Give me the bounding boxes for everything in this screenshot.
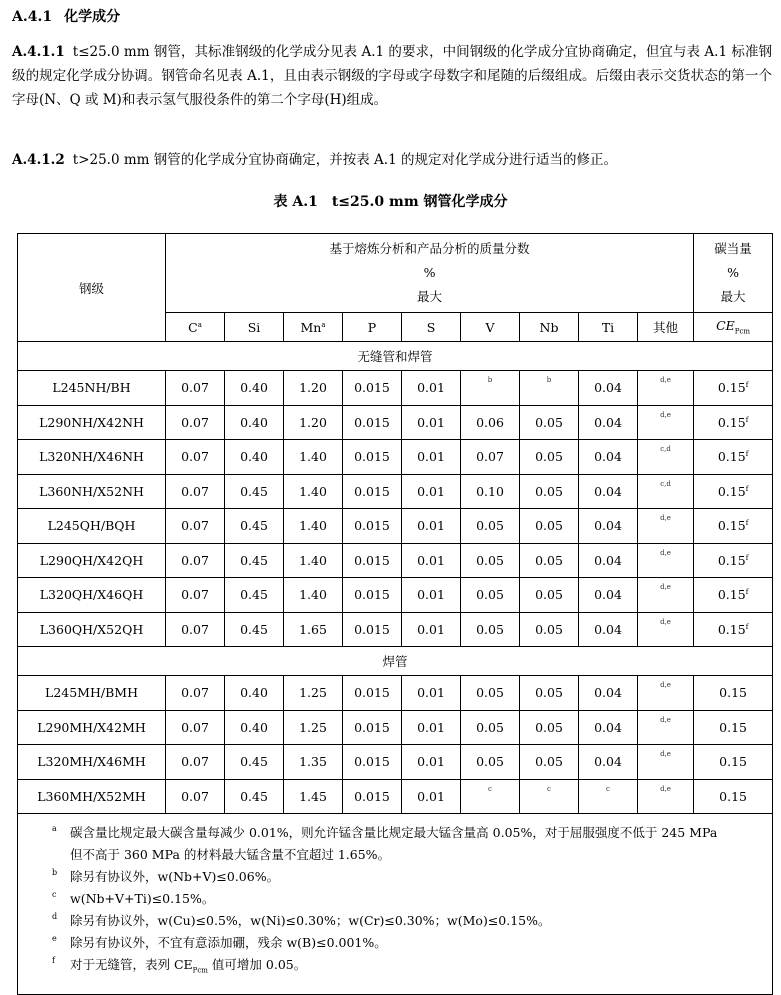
value-cell-ti: 0.04 [579, 543, 638, 578]
value-cell-mn: 1.40 [284, 509, 343, 544]
value-cell-nb: 0.05 [520, 474, 579, 509]
value-cell-nb: 0.05 [520, 440, 579, 475]
footnote-text: w(Nb+V+Ti)≤0.15%。 [70, 891, 215, 906]
footnote-marker: a [197, 320, 202, 329]
table-row [18, 612, 773, 647]
value-cell-ti: 0.04 [579, 745, 638, 780]
value-cell-ti: 0.04 [579, 371, 638, 406]
column-header: V [461, 313, 520, 342]
value-cell-mn: 1.40 [284, 578, 343, 613]
value-cell-c: 0.07 [166, 440, 225, 475]
grade-cell: L360MH/X52MH [18, 779, 166, 814]
value-cell-v: 0.10 [461, 474, 520, 509]
value-cell-p: 0.015 [343, 578, 402, 613]
other-cell: d,e [638, 371, 694, 406]
value-cell-mn: 1.20 [284, 371, 343, 406]
footnote-marker: f [745, 622, 749, 631]
value-cell-s: 0.01 [402, 612, 461, 647]
value-cell-mn: 1.45 [284, 779, 343, 814]
footnote-marker: f [745, 519, 749, 528]
other-cell: d,e [638, 509, 694, 544]
footnote [52, 954, 772, 982]
grade-cell: L360NH/X52NH [18, 474, 166, 509]
value-cell-si: 0.45 [225, 578, 284, 613]
value-cell-v: 0.05 [461, 612, 520, 647]
footnote-marker: d [52, 912, 58, 921]
value-cell-mn: 1.40 [284, 440, 343, 475]
value-cell-p: 0.015 [343, 543, 402, 578]
table-row [18, 745, 773, 780]
value-cell-ti: 0.04 [579, 405, 638, 440]
table-row [18, 509, 773, 544]
ce-cell: 0.15$^f$ [694, 543, 773, 578]
value-cell-ti: c [579, 779, 638, 814]
footnote-marker: f [745, 553, 749, 562]
ce-cell: 0.15$^f$ [694, 371, 773, 406]
value-cell-v: 0.06 [461, 405, 520, 440]
table-row [18, 578, 773, 613]
footnote-marker: f [745, 450, 749, 459]
other-cell: d,e [638, 612, 694, 647]
value-cell-ti: 0.04 [579, 440, 638, 475]
other-cell: c,d [638, 474, 694, 509]
value-cell-ti: 0.04 [579, 612, 638, 647]
value-cell-s: 0.01 [402, 676, 461, 711]
value-cell-s: 0.01 [402, 543, 461, 578]
footnote-marker: f [52, 956, 55, 965]
footnote-text-tail: 值可增加 0.05。 [207, 957, 307, 972]
footnote-marker: e [52, 934, 57, 943]
grade-cell: L360QH/X52QH [18, 612, 166, 647]
section-label: 无缝管和焊管 [18, 342, 773, 371]
footnote-text: 对于无缝管，表列 CE [70, 957, 193, 972]
footnote-marker: a [52, 824, 57, 833]
ce-cell: 0.15$^f$ [694, 405, 773, 440]
value-cell-si: 0.45 [225, 745, 284, 780]
header-grade: 钢级 [18, 234, 166, 342]
ce-cell: 0.15$^f$ [694, 474, 773, 509]
value-cell-mn: 1.35 [284, 745, 343, 780]
table-row [18, 474, 773, 509]
value-cell-si: 0.40 [225, 710, 284, 745]
value-cell-s: 0.01 [402, 710, 461, 745]
section-band-row [18, 342, 773, 371]
column-header: Nb [520, 313, 579, 342]
table-row [18, 440, 773, 475]
value-cell-nb: 0.05 [520, 543, 579, 578]
other-cell: c,d [638, 440, 694, 475]
table-row [18, 405, 773, 440]
value-cell-p: 0.015 [343, 676, 402, 711]
header-carbon-equivalent [694, 234, 773, 313]
grade-cell: L320MH/X46MH [18, 745, 166, 780]
footnote-marker: f [745, 415, 749, 424]
notes-row [18, 814, 773, 995]
ce-subscript: Pcm [734, 327, 751, 336]
value-cell-s: 0.01 [402, 578, 461, 613]
grade-cell: L320QH/X46QH [18, 578, 166, 613]
value-cell-v: 0.05 [461, 676, 520, 711]
ce-cell: 0.15 [694, 710, 773, 745]
value-cell-si: 0.45 [225, 543, 284, 578]
value-cell-s: 0.01 [402, 509, 461, 544]
other-cell: d,e [638, 710, 694, 745]
value-cell-c: 0.07 [166, 779, 225, 814]
header-line: 最大 [417, 289, 443, 304]
table-row [18, 543, 773, 578]
other-cell: d,e [638, 745, 694, 780]
value-cell-nb: c [520, 779, 579, 814]
grade-cell: L290NH/X42NH [18, 405, 166, 440]
footnote-text: 碳含量比规定最大碳含量每减少 0.01%，则允许锰含量比规定最大锰含量高 0.05%，对于屈服强度不低于 245 MPa [70, 825, 718, 840]
footnote [52, 888, 772, 910]
grade-cell: L290MH/X42MH [18, 710, 166, 745]
column-header: 其他 [638, 313, 694, 342]
footnote [52, 866, 772, 888]
value-cell-p: 0.015 [343, 440, 402, 475]
value-cell-v: 0.05 [461, 543, 520, 578]
footnote-marker: a [321, 320, 326, 329]
value-cell-c: 0.07 [166, 745, 225, 780]
ce-symbol: CE [716, 318, 735, 334]
table-row [18, 371, 773, 406]
value-cell-c: 0.07 [166, 676, 225, 711]
value-cell-mn: 1.40 [284, 543, 343, 578]
footnote [52, 910, 772, 932]
value-cell-si: 0.40 [225, 405, 284, 440]
grade-cell: L245MH/BMH [18, 676, 166, 711]
value-cell-s: 0.01 [402, 745, 461, 780]
value-cell-si: 0.40 [225, 371, 284, 406]
value-cell-v: 0.05 [461, 578, 520, 613]
column-header: S [402, 313, 461, 342]
header-line: 基于熔炼分析和产品分析的质量分数 [329, 241, 530, 256]
value-cell-ti: 0.04 [579, 509, 638, 544]
paragraph-a412 [12, 148, 772, 172]
footnote-marker: c [52, 890, 57, 899]
column-header: Ti [579, 313, 638, 342]
notes-cell [18, 814, 773, 995]
ce-cell: 0.15 [694, 676, 773, 711]
value-cell-p: 0.015 [343, 779, 402, 814]
value-cell-c: 0.07 [166, 710, 225, 745]
value-cell-s: 0.01 [402, 474, 461, 509]
footnote-marker: b [52, 868, 58, 877]
value-cell-nb: 0.05 [520, 578, 579, 613]
column-header: Mn$^a$ [284, 313, 343, 342]
value-cell-c: 0.07 [166, 509, 225, 544]
paragraph-text: t>25.0 mm 钢管的化学成分宜协商确定，并按表 A.1 的规定对化学成分进行适当的修正。 [72, 152, 617, 168]
value-cell-s: 0.01 [402, 779, 461, 814]
value-cell-p: 0.015 [343, 371, 402, 406]
table-row [18, 676, 773, 711]
value-cell-c: 0.07 [166, 578, 225, 613]
ce-cell: 0.15 [694, 745, 773, 780]
value-cell-p: 0.015 [343, 612, 402, 647]
value-cell-mn: 1.20 [284, 405, 343, 440]
column-header [694, 313, 773, 342]
footnote [52, 932, 772, 954]
value-cell-si: 0.45 [225, 612, 284, 647]
value-cell-si: 0.40 [225, 676, 284, 711]
value-cell-p: 0.015 [343, 710, 402, 745]
grade-cell: L245NH/BH [18, 371, 166, 406]
table-row [18, 779, 773, 814]
value-cell-nb: b [520, 371, 579, 406]
value-cell-ti: 0.04 [579, 710, 638, 745]
chemical-composition-table [17, 233, 773, 995]
value-cell-si: 0.45 [225, 509, 284, 544]
column-header: P [343, 313, 402, 342]
footnote-text: 除另有协议外，不宜有意添加硼，残余 w(B)≤0.001%。 [70, 935, 387, 950]
value-cell-si: 0.45 [225, 474, 284, 509]
value-cell-p: 0.015 [343, 405, 402, 440]
table-title: 表 A.1 t≤25.0 mm 钢管化学成分 [273, 194, 508, 210]
value-cell-p: 0.015 [343, 745, 402, 780]
grade-cell: L320NH/X46NH [18, 440, 166, 475]
value-cell-c: 0.07 [166, 371, 225, 406]
value-cell-si: 0.45 [225, 779, 284, 814]
table-row [18, 710, 773, 745]
header-line: % [727, 265, 739, 280]
header-mass-fraction [166, 234, 694, 313]
section-title: 化学成分 [64, 9, 121, 25]
value-cell-c: 0.07 [166, 612, 225, 647]
footnote-text: 除另有协议外，w(Nb+V)≤0.06%。 [70, 869, 280, 884]
value-cell-c: 0.07 [166, 543, 225, 578]
value-cell-nb: 0.05 [520, 612, 579, 647]
value-cell-ti: 0.04 [579, 676, 638, 711]
section-heading [12, 6, 120, 26]
footnote-text: 除另有协议外，w(Cu)≤0.5%，w(Ni)≤0.30%；w(Cr)≤0.30%；w(Mo)≤0.15%。 [70, 913, 551, 928]
other-cell: d,e [638, 543, 694, 578]
value-cell-nb: 0.05 [520, 745, 579, 780]
ce-cell: 0.15$^f$ [694, 612, 773, 647]
value-cell-v: c [461, 779, 520, 814]
value-cell-s: 0.01 [402, 405, 461, 440]
value-cell-ti: 0.04 [579, 474, 638, 509]
value-cell-mn: 1.25 [284, 710, 343, 745]
other-cell: d,e [638, 405, 694, 440]
value-cell-v: b [461, 371, 520, 406]
value-cell-p: 0.015 [343, 474, 402, 509]
ce-cell: 0.15$^f$ [694, 440, 773, 475]
value-cell-nb: 0.05 [520, 405, 579, 440]
value-cell-nb: 0.05 [520, 509, 579, 544]
paragraph-number: A.4.1.2 [12, 152, 65, 168]
footnote-continuation: 但不高于 360 MPa 的材料最大锰含量不宜超过 1.65%。 [70, 847, 391, 862]
value-cell-c: 0.07 [166, 474, 225, 509]
value-cell-nb: 0.05 [520, 710, 579, 745]
value-cell-nb: 0.05 [520, 676, 579, 711]
other-cell: d,e [638, 676, 694, 711]
footnote-marker: f [745, 381, 749, 390]
value-cell-s: 0.01 [402, 371, 461, 406]
value-cell-mn: 1.25 [284, 676, 343, 711]
column-header: Si [225, 313, 284, 342]
footnote-marker: f [745, 484, 749, 493]
value-cell-mn: 1.40 [284, 474, 343, 509]
footnote-marker: f [745, 588, 749, 597]
ce-cell: 0.15$^f$ [694, 578, 773, 613]
header-line: % [423, 265, 436, 280]
section-number: A.4.1 [12, 9, 53, 25]
ce-cell: 0.15$^f$ [694, 509, 773, 544]
value-cell-si: 0.40 [225, 440, 284, 475]
grade-cell: L245QH/BQH [18, 509, 166, 544]
value-cell-p: 0.015 [343, 509, 402, 544]
paragraph-a411 [12, 40, 772, 112]
header-line: 碳当量 [714, 241, 752, 256]
other-cell: d,e [638, 779, 694, 814]
other-cell: d,e [638, 578, 694, 613]
column-header: $C^a$ [166, 313, 225, 342]
footnote [52, 822, 772, 866]
grade-cell: L290QH/X42QH [18, 543, 166, 578]
section-label: 焊管 [18, 647, 773, 676]
value-cell-v: 0.05 [461, 745, 520, 780]
value-cell-v: 0.07 [461, 440, 520, 475]
header-line: 最大 [720, 289, 746, 304]
paragraph-number: A.4.1.1 [12, 44, 65, 60]
value-cell-mn: 1.65 [284, 612, 343, 647]
value-cell-v: 0.05 [461, 509, 520, 544]
paragraph-text: t≤25.0 mm 钢管，其标准钢级的化学成分见表 A.1 的要求，中间钢级的化学成分宜协商确定，但宜与表 A.1 标准钢级的规定化学成分协调。钢管命名见表 A.1，且由表示钢级的字母或字母数字和尾随的后缀组成。后缀由表示交货状态的第一个字母(N、Q 或 M)和表示氢气服役条件的第二个字母(H)组成。 [12, 44, 772, 108]
value-cell-v: 0.05 [461, 710, 520, 745]
value-cell-s: 0.01 [402, 440, 461, 475]
footnote-subscript: Pcm [192, 966, 208, 975]
value-cell-ti: 0.04 [579, 578, 638, 613]
ce-cell: 0.15 [694, 779, 773, 814]
value-cell-c: 0.07 [166, 405, 225, 440]
section-band-row [18, 647, 773, 676]
